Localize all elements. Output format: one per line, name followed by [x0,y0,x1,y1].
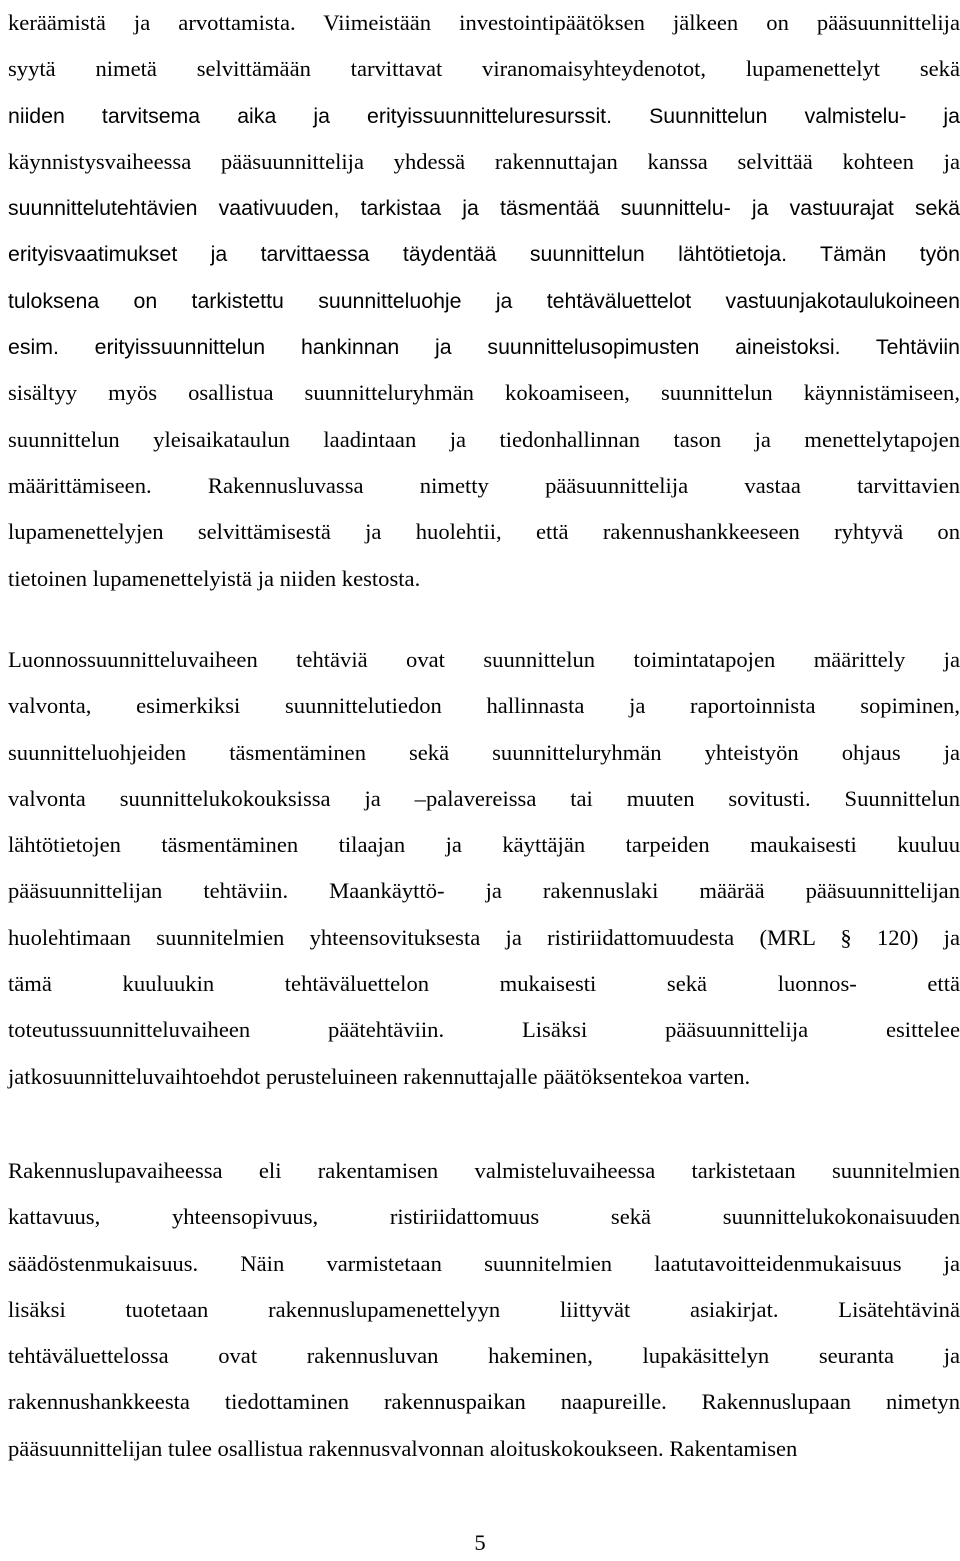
text-line: niiden tarvitsema aika ja erityissuunnitteluresurssit. Suunnittelun valmistelu- ja [8,103,960,128]
text-line: erityisvaatimukset ja tarvittaessa täydentää suunnittelun lähtötietoja. Tämän työn [8,242,960,267]
text-line: lupamenettelyjen selvittämisestä ja huolehtii, että rakennushankkeeseen ryhtyvä on [8,519,960,545]
text-line: valvonta suunnittelukokouksissa ja –palavereissa tai muuten sovitusti. Suunnittelun [8,785,960,811]
text-line: pääsuunnittelijan tehtäviin. Maankäyttö- ja rakennuslaki määrää pääsuunnittelijan [8,878,960,904]
text-line: keräämistä ja arvottamista. Viimeistään investointipäätöksen jälkeen on pääsuunnittelija [8,10,960,35]
text-line: suunnittelun yleisaikataulun laadintaan ja tiedonhallinnan tason ja menettelytapojen [8,426,960,452]
text-line: käynnistysvaiheessa pääsuunnittelija yhdessä rakennuttajan kanssa selvittää kohteen ja [8,148,960,174]
text-line: suunnittelutehtävien vaativuuden, tarkistaa ja täsmentää suunnittelu- ja vastuurajat sekä [8,196,960,221]
text-line: Luonnossuunnitteluvaiheen tehtäviä ovat suunnittelun toimintatapojen määrittely ja [8,647,960,672]
text-line: tietoinen lupamenettelyistä ja niiden kestosta. [8,565,421,591]
text-line: pääsuunnittelijan tulee osallistua rakennusvalvonnan aloituskokoukseen. Rakentamisen [8,1435,798,1461]
page-number: 5 [474,1530,486,1555]
text-line: tuloksena on tarkistettu suunnitteluohje ja tehtäväluettelot vastuunjakotaulukoineen [8,288,960,313]
text-line: esim. erityissuunnittelun hankinnan ja suunnittelusopimusten aineistoksi. Tehtäviin [8,335,960,360]
text-line: kattavuus, yhteensopivuus, ristiriidattomuus sekä suunnittelukokonaisuuden [8,1204,960,1230]
text-line: sisältyy myös osallistua suunnitteluryhmän kokoamiseen, suunnittelun käynnistämiseen, [8,380,960,406]
text-line: toteutussuunnitteluvaiheen päätehtäviin. Lisäksi pääsuunnittelija esittelee [8,1017,960,1043]
paragraph-building-permit-phase [8,1148,960,1472]
paragraph-pre-design-phase [8,0,960,602]
text-line: säädöstenmukaisuus. Näin varmistetaan suunnitelmien laatutavoitteidenmukaisuus ja [8,1250,960,1276]
text-line: lähtötietojen täsmentäminen tilaajan ja käyttäjän tarpeiden maukaisesti kuuluu [8,832,960,858]
text-line: jatkosuunnitteluvaihtoehdot perusteluineen rakennuttajalle päätöksentekoa varten. [8,1063,751,1089]
text-line: Rakennuslupavaiheessa eli rakentamisen valmisteluvaiheessa tarkistetaan suunnitelmien [8,1158,960,1183]
text-line: syytä nimetä selvittämään tarvittavat viranomaisyhteydenotot, lupamenettelyt sekä [8,56,960,82]
text-line: tehtäväluettelossa ovat rakennusluvan hakeminen, lupakäsittelyn seuranta ja [8,1343,960,1369]
text-line: rakennushankkeesta tiedottaminen rakennuspaikan naapureille. Rakennuslupaan nimetyn [8,1389,960,1415]
text-line: huolehtimaan suunnitelmien yhteensovituksesta ja ristiriidattomuudesta (MRL § 120) ja [8,924,960,950]
text-line: määrittämiseen. Rakennusluvassa nimetty pääsuunnittelija vastaa tarvittavien [8,472,960,498]
paragraph-draft-design-phase [8,637,960,1100]
text-line: tämä kuuluukin tehtäväluettelon mukaisesti sekä luonnos- että [8,971,960,997]
text-line: suunnitteluohjeiden täsmentäminen sekä suunnitteluryhmän yhteistyön ohjaus ja [8,739,960,765]
text-line: lisäksi tuotetaan rakennuslupamenettelyyn liittyvät asiakirjat. Lisätehtävinä [8,1296,960,1322]
text-line: valvonta, esimerkiksi suunnittelutiedon hallinnasta ja raportoinnista sopiminen, [8,693,960,719]
